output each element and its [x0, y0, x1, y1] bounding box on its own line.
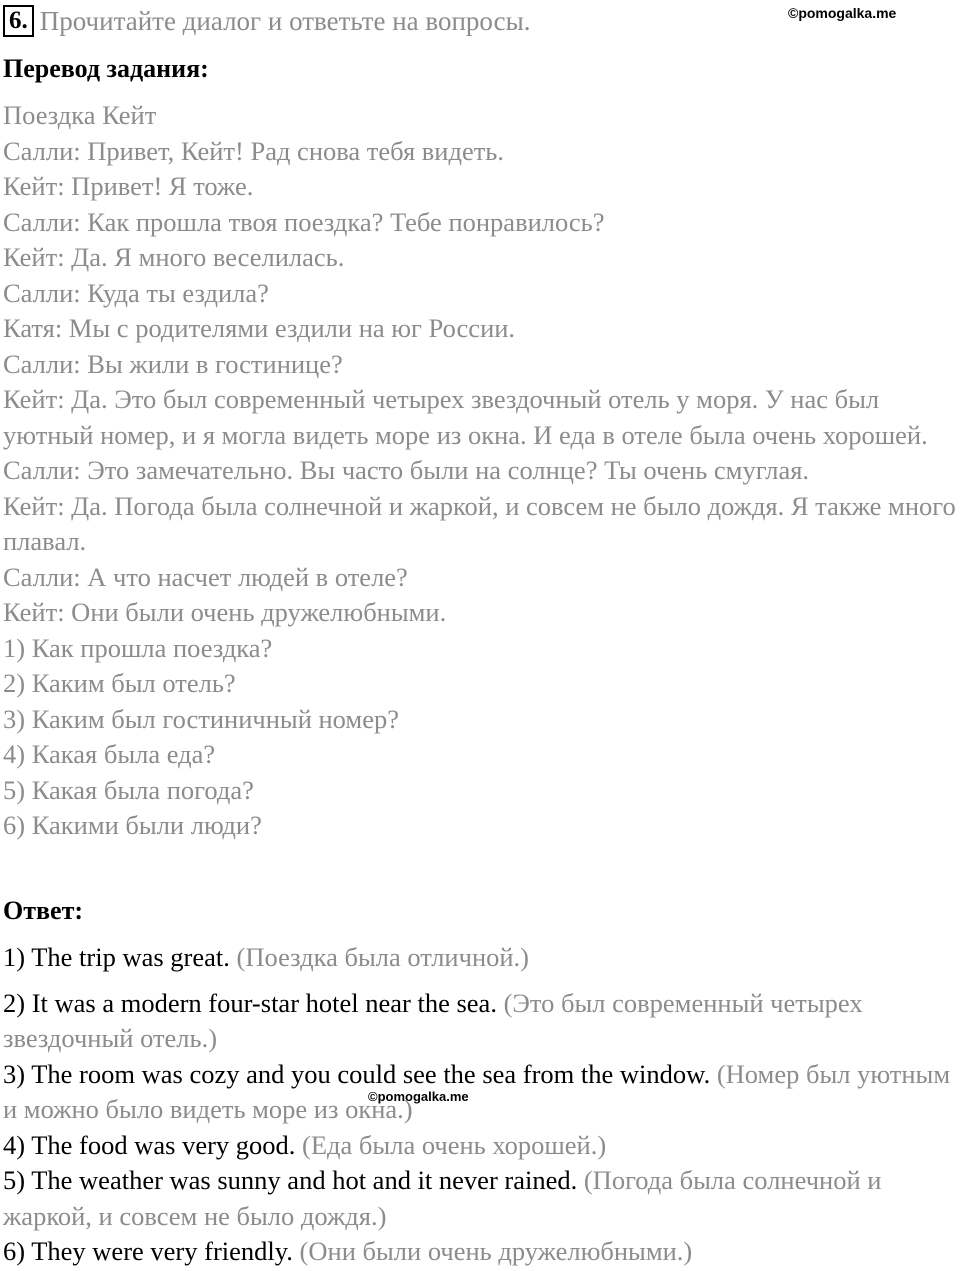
answer-russian: (Погода была солнечной и жаркой, и совсем не было дождя.) [3, 1165, 882, 1231]
answer-russian: (Еда была очень хорошей.) [302, 1129, 607, 1160]
translation-line: Салли: Это замечательно. Вы часто были на солнце? Ты очень смуглая. [3, 455, 810, 485]
translation-line: Салли: Куда ты ездила? [3, 277, 269, 308]
question-line: 3) Каким был гостиничный номер? [3, 703, 399, 734]
answer-russian: (Поездка была отличной.) [236, 942, 530, 972]
answer-item [3, 1057, 958, 1128]
translation-line: Кейт: Привет! Я тоже. [3, 171, 254, 201]
translation-line: Салли: А что насчет людей в отеле? [3, 561, 408, 592]
answer-english: 3) The room was cozy and you could see the sea from the window. [3, 1058, 711, 1089]
answer-russian: (Это был современный четырех звездочный отель.) [3, 987, 863, 1053]
translation-line: Салли: Вы жили в гостинице? [3, 348, 343, 379]
answer-english: 5) The weather was sunny and hot and it never rained. [3, 1165, 578, 1195]
answer-english: 2) It was a modern four-star hotel near the sea. [3, 987, 497, 1018]
translation-line: Кейт: Да. Погода была солнечной и жаркой, и совсем не было дождя. Я также много плавал. [3, 490, 956, 556]
question-line: 5) Какая была погода? [3, 774, 254, 805]
answer-item [3, 1163, 958, 1234]
question-line: 6) Какими были люди? [3, 810, 262, 840]
answer-russian: (Они были очень дружелюбными.) [299, 1236, 693, 1266]
translation-line: Салли: Привет, Кейт! Рад снова тебя видеть. [3, 135, 505, 166]
answer-heading: Ответ: [3, 896, 84, 925]
watermark-middle: ©pomogalka.me [368, 1089, 469, 1104]
task-header [3, 4, 530, 38]
translation-text [3, 98, 958, 844]
answer-russian: (Номер был уютным и можно было видеть море из окна.) [3, 1058, 951, 1124]
answer-item [3, 1234, 958, 1270]
watermark-top: ©pomogalka.me [788, 5, 897, 21]
answer-english: 1) The trip was great. [3, 942, 230, 972]
answer-item [3, 1128, 958, 1164]
translation-line: Кейт: Они были очень дружелюбными. [3, 597, 447, 627]
translation-line: Поездка Кейт [3, 100, 157, 130]
translation-line: Салли: Как прошла твоя поездка? Тебе понравилось? [3, 206, 605, 237]
translation-line: Кейт: Да. Я много веселилась. [3, 242, 345, 272]
answer-english: 4) The food was very good. [3, 1129, 296, 1160]
answer-item [3, 986, 958, 1057]
task-instruction: Прочитайте диалог и ответьте на вопросы. [39, 5, 531, 36]
translation-line: Кейт: Да. Это был современный четырех звездочный отель у моря. У нас был уютный номер, и я могла видеть море из окна. И еда в отеле была очень хорошей. [3, 384, 928, 450]
question-line: 1) Как прошла поездка? [3, 632, 273, 663]
task-number: 6. [3, 5, 34, 37]
question-line: 2) Каким был отель? [3, 668, 236, 698]
answer-item [3, 940, 958, 976]
question-line: 4) Какая была еда? [3, 739, 216, 769]
translation-line: Катя: Мы с родителями ездили на юг России. [3, 313, 516, 343]
answer-english: 6) They were very friendly. [3, 1236, 293, 1266]
translation-heading: Перевод задания: [3, 54, 209, 83]
answer-list [3, 940, 958, 1270]
